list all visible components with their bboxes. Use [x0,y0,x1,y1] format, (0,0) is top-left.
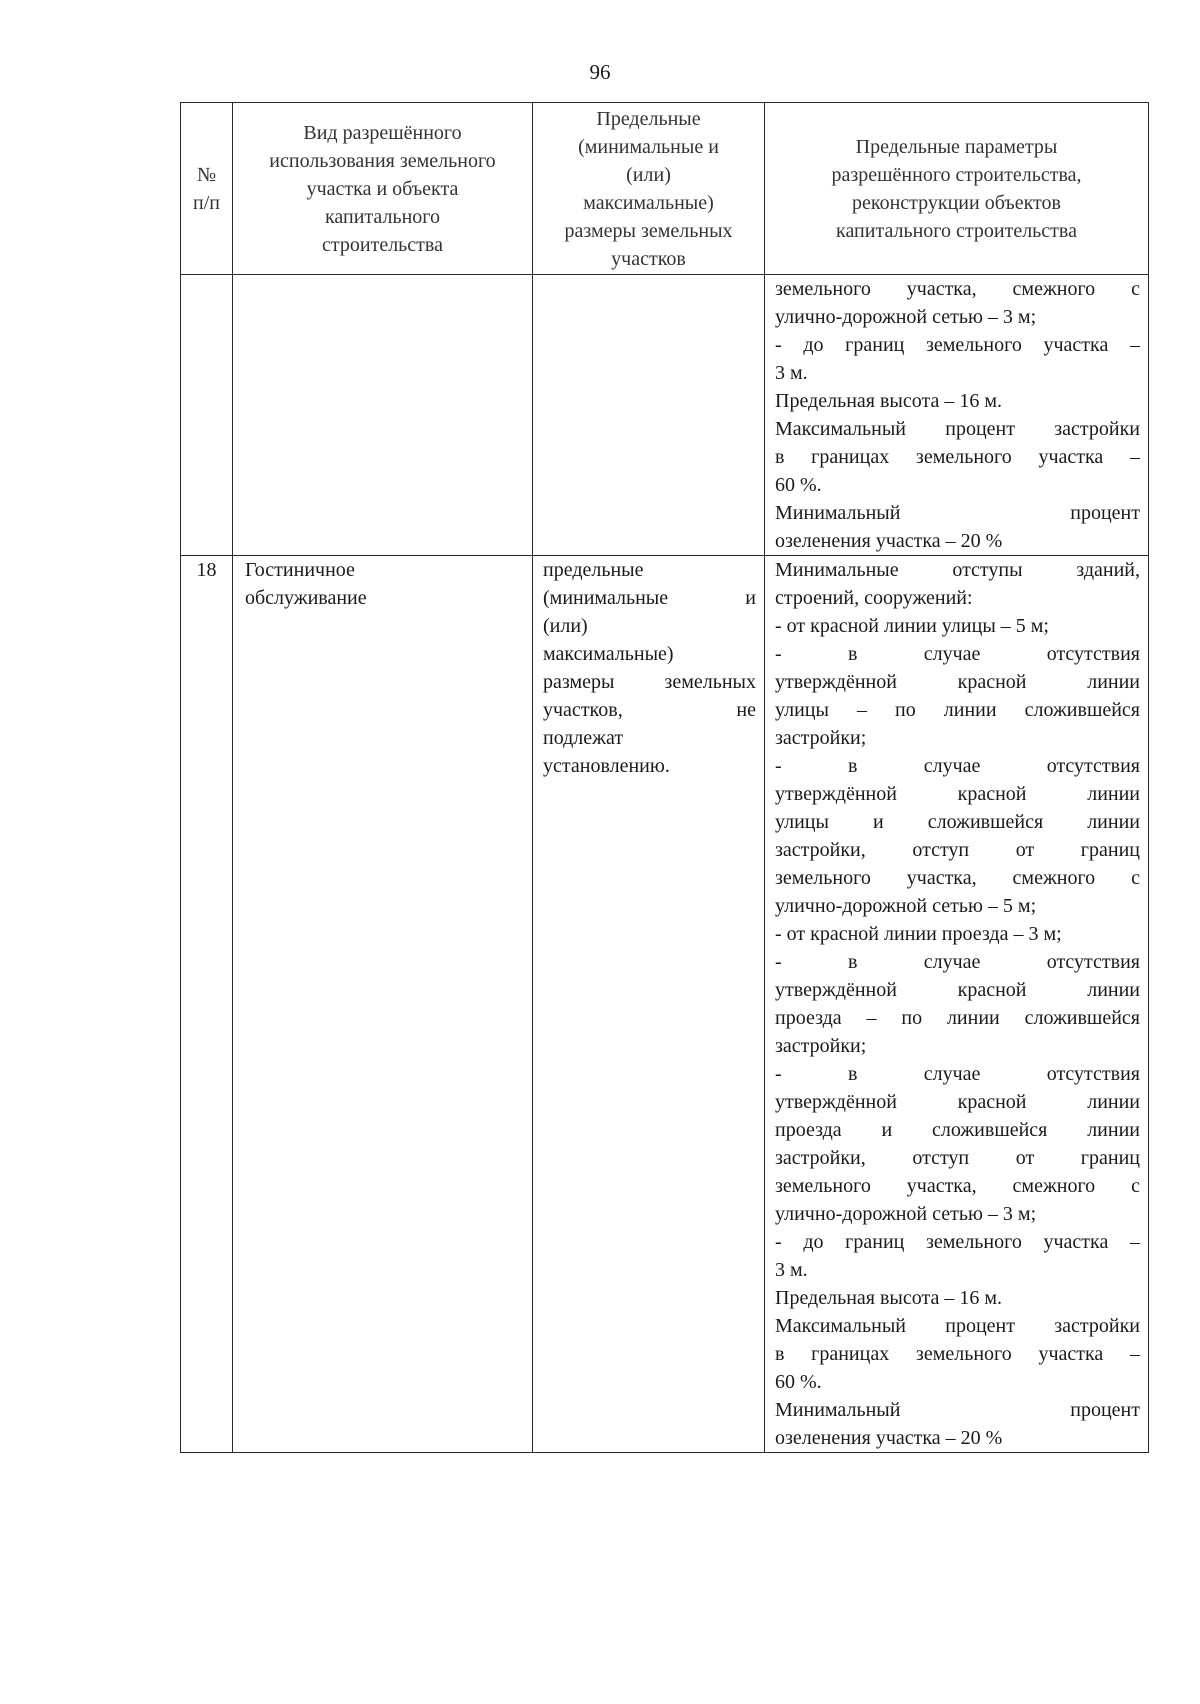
text-line: (или) [543,615,588,637]
text-line: капитального [325,205,440,228]
text-line: застройки; [775,1035,867,1057]
text-line: (или) [626,163,671,186]
text-line: проезда – по линии сложившейся [775,1007,1140,1029]
plot-size-cell [533,275,765,556]
header-number-cell [181,103,233,275]
text-line: участков [611,247,686,270]
text-line: - в случае отсутствия [775,755,1140,777]
text-line: участков, не [543,699,756,721]
text-line: застройки, отступ от границ [775,1147,1140,1169]
text-line: капитального строительства [836,219,1077,242]
text-line: участка и объекта [306,177,459,200]
text-line: Предельная высота – 16 м. [775,1287,1003,1309]
regulations-table [180,102,1149,1453]
text-line: утверждённой красной линии [775,671,1140,693]
table-row [181,556,1149,1453]
text-line: Предельные параметры [855,135,1058,158]
text-line: утверждённой красной линии [775,1091,1140,1113]
text-line: (минимальные и [543,587,756,609]
row-number-cell [181,275,233,556]
text-line: - в случае отсутствия [775,643,1140,665]
text-line: предельные [543,559,644,581]
text-line: Максимальный процент застройки [775,418,1140,440]
page-number: 96 [589,60,611,84]
text-line: утверждённой красной линии [775,979,1140,1001]
header-parameters-cell [765,103,1149,275]
text-line: улично-дорожной сетью – 3 м; [775,1203,1037,1225]
text-line: Гостиничное [245,559,355,581]
text-line: максимальные) [583,191,714,214]
text-line: - в случае отсутствия [775,1063,1140,1085]
use-type-cell [233,556,533,1453]
text-line: улично-дорожной сетью – 3 м; [775,306,1037,328]
header-plot-size-cell [533,103,765,275]
parameters-cell [765,275,1149,556]
text-line: строений, сооружений: [775,587,973,609]
header-use-type-cell [233,103,533,275]
text-line: - от красной линии проезда – 3 м; [775,923,1062,945]
text-line: обслуживание [245,587,367,609]
text-line: Предельная высота – 16 м. [775,390,1003,412]
text-line: земельного участка, смежного с [775,278,1140,300]
text-line: 3 м. [775,362,808,384]
text-line: озеленения участка – 20 % [775,530,1003,552]
text-line: (минимальные и [578,135,719,158]
text-line: разрешённого строительства, [831,163,1082,186]
text-line: размеры земельных [543,671,756,693]
text-line: 60 %. [775,1371,822,1393]
text-line: Минимальные отступы зданий, [775,559,1140,581]
text-line: п/п [193,191,220,214]
parameters-cell [765,556,1149,1453]
text-line: утверждённой красной линии [775,783,1140,805]
text-line: Вид разрешённого [303,121,462,144]
text-line: Предельные [596,107,701,130]
table-row [181,275,1149,556]
text-line: в границах земельного участка – [775,446,1140,468]
text-line: улично-дорожной сетью – 5 м; [775,895,1037,917]
text-line: улицы и сложившейся линии [775,811,1140,833]
plot-size-cell [533,556,765,1453]
text-line: реконструкции объектов [852,191,1061,214]
text-line: 60 %. [775,474,822,496]
text-line: - от красной линии улицы – 5 м; [775,615,1049,637]
text-line: 3 м. [775,1259,808,1281]
row-number-cell: 18 [181,556,233,1453]
text-line: застройки, отступ от границ [775,839,1140,861]
text-line: земельного участка, смежного с [775,867,1140,889]
text-line: максимальные) [543,643,674,665]
text-line: Минимальный процент [775,1399,1140,1421]
text-line: № [196,163,217,186]
table-header-row [181,103,1149,275]
text-line: - до границ земельного участка – [775,1231,1140,1253]
text-line: улицы – по линии сложившейся [775,699,1140,721]
text-line: Максимальный процент застройки [775,1315,1140,1337]
text-line: подлежат [543,727,624,749]
text-line: - в случае отсутствия [775,951,1140,973]
text-line: в границах земельного участка – [775,1343,1140,1365]
text-line: использования земельного [269,149,496,172]
text-line: земельного участка, смежного с [775,1175,1140,1197]
text-line: - до границ земельного участка – [775,334,1140,356]
text-line: установлению. [543,755,670,777]
text-line: строительства [322,233,443,256]
text-line: проезда и сложившейся линии [775,1119,1140,1141]
use-type-cell [233,275,533,556]
text-line: размеры земельных [564,219,733,242]
text-line: застройки; [775,727,867,749]
text-line: Минимальный процент [775,502,1140,524]
text-line: озеленения участка – 20 % [775,1427,1003,1449]
